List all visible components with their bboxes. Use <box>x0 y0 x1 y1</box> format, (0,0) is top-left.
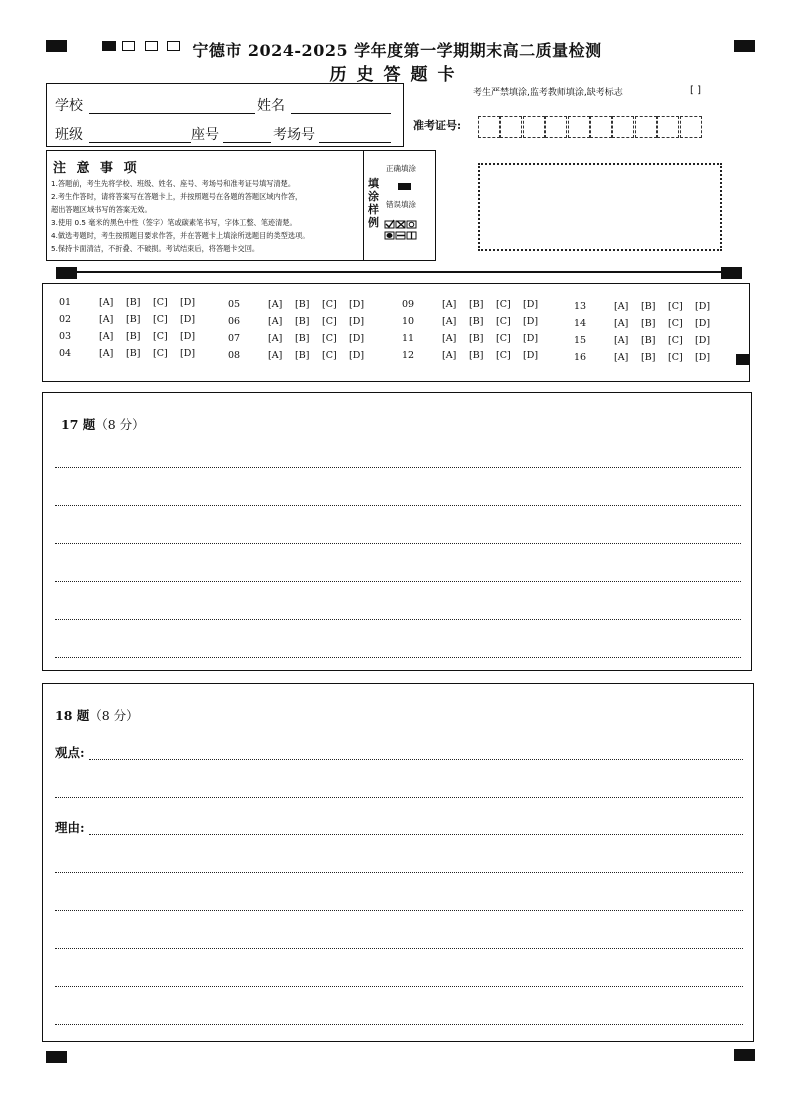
exam-id-cell[interactable] <box>590 116 612 138</box>
exam-id-cell[interactable] <box>523 116 545 138</box>
room-field[interactable] <box>319 142 391 143</box>
room-label: 考场号 <box>273 127 315 143</box>
answer-line[interactable] <box>55 543 741 544</box>
notice-line: 超出答题区域书写的答案无效。 <box>51 205 152 214</box>
q18-score: （8 分） <box>89 708 139 723</box>
name-label: 姓名 <box>257 98 285 114</box>
notice-line: 3.使用 0.5 毫米的黑色中性（签字）笔或碳素笔书写，字体工整、笔迹清楚。 <box>51 218 297 227</box>
exam-id-label: 准考证号: <box>413 119 462 132</box>
timing-mark-mid-right <box>721 267 742 279</box>
timing-mark-bottom-right <box>734 1049 755 1061</box>
answer-line[interactable] <box>55 910 743 911</box>
q18-answer-box <box>42 683 754 1042</box>
answer-line[interactable] <box>55 657 741 658</box>
notice-line: 5.保持卡面清洁，不折叠、不破损。考试结束后，将答题卡交回。 <box>51 244 260 253</box>
answer-line[interactable] <box>55 986 743 987</box>
mcq-row: 09 [A] [B] [C] [D] <box>402 299 539 310</box>
mcq-row: 06 [A] [B] [C] [D] <box>228 316 365 327</box>
notice-box <box>46 150 364 261</box>
school-field[interactable] <box>89 113 255 114</box>
answer-line[interactable] <box>55 872 743 873</box>
timing-mark-bottom-left <box>46 1051 67 1063</box>
mcq-row: 14 [A] [B] [C] [D] <box>574 318 711 329</box>
q17-number: 17 题 <box>61 417 96 432</box>
notice-title: 注 意 事 项 <box>53 161 140 176</box>
reason-label: 理由: <box>55 820 85 835</box>
exam-title: 宁德市 2024-2025 学年度第一学期期末高二质量检测 <box>192 41 602 60</box>
fill-example-box <box>363 150 436 261</box>
correct-fill-sample <box>398 183 411 190</box>
mcq-row: 08 [A] [B] [C] [D] <box>228 350 365 361</box>
correct-fill-label: 正确填涂 <box>386 164 416 173</box>
timing-mark-mid-left <box>56 267 77 279</box>
seat-label: 座号 <box>191 127 219 143</box>
answer-line[interactable] <box>89 759 743 760</box>
mcq-row: 04 [A] [B] [C] [D] <box>59 348 196 359</box>
exam-id-cell[interactable] <box>568 116 590 138</box>
mcq-row: 10 [A] [B] [C] [D] <box>402 316 539 327</box>
mcq-row: 11 [A] [B] [C] [D] <box>402 333 539 344</box>
answer-line[interactable] <box>55 948 743 949</box>
exam-id-cells[interactable] <box>478 116 702 138</box>
viewpoint-label: 观点: <box>55 745 85 760</box>
mcq-row: 01 [A] [B] [C] [D] <box>59 297 196 308</box>
mcq-row: 05 [A] [B] [C] [D] <box>228 299 365 310</box>
exam-id-cell[interactable] <box>657 116 679 138</box>
mcq-row: 13 [A] [B] [C] [D] <box>574 301 711 312</box>
q18-number: 18 题 <box>55 708 90 723</box>
mcq-row: 03 [A] [B] [C] [D] <box>59 331 196 342</box>
school-label: 学校 <box>55 98 83 114</box>
mcq-row: 16 [A] [B] [C] [D] <box>574 352 711 363</box>
mcq-box <box>42 283 750 382</box>
mcq-row: 12 [A] [B] [C] [D] <box>402 350 539 361</box>
seat-field[interactable] <box>223 142 271 143</box>
notice-line: 4.做选考题时，考生按照题目要求作答，并在答题卡上填涂所选题目的类型选项。 <box>51 231 310 240</box>
answer-line[interactable] <box>55 619 741 620</box>
answer-line[interactable] <box>89 834 743 835</box>
absent-checkbox[interactable]: [ ] <box>690 85 701 96</box>
answer-line[interactable] <box>55 467 741 468</box>
answer-line[interactable] <box>55 797 743 798</box>
exam-id-cell[interactable] <box>500 116 522 138</box>
fill-example-side-label: 填 涂 样 例 <box>368 177 379 229</box>
notice-line: 1.答题前，考生先将学校、班级、姓名、座号、考场号和准考证号填写清楚。 <box>51 179 296 188</box>
divider-line <box>77 271 721 273</box>
wrong-fill-samples-icon <box>384 219 428 243</box>
answer-line[interactable] <box>55 581 741 582</box>
q17-answer-box <box>42 392 752 671</box>
mcq-row: 15 [A] [B] [C] [D] <box>574 335 711 346</box>
exam-id-cell[interactable] <box>680 116 702 138</box>
exam-id-cell[interactable] <box>635 116 657 138</box>
exam-id-cell[interactable] <box>612 116 634 138</box>
student-info-box <box>46 83 404 147</box>
answer-sheet-title: 历史答题卡 <box>329 65 465 85</box>
class-field[interactable] <box>89 142 191 143</box>
answer-line[interactable] <box>55 1024 743 1025</box>
mcq-row: 07 [A] [B] [C] [D] <box>228 333 365 344</box>
answer-line[interactable] <box>55 505 741 506</box>
exam-id-cell[interactable] <box>545 116 567 138</box>
class-label: 班级 <box>55 127 83 143</box>
absent-note: 考生严禁填涂,监考教师填涂,缺考标志 <box>473 88 623 98</box>
name-field[interactable] <box>291 113 391 114</box>
notice-line: 2.考生作答时，请将答案写在答题卡上，并按照题号在各题的答题区域内作答， <box>51 192 303 201</box>
exam-id-cell[interactable] <box>478 116 500 138</box>
mcq-row: 02 [A] [B] [C] [D] <box>59 314 196 325</box>
q17-title <box>61 415 145 433</box>
q17-score: （8 分） <box>95 417 145 432</box>
q18-title <box>55 706 139 724</box>
wrong-fill-label: 错误填涂 <box>386 200 416 209</box>
barcode-area <box>478 163 722 251</box>
